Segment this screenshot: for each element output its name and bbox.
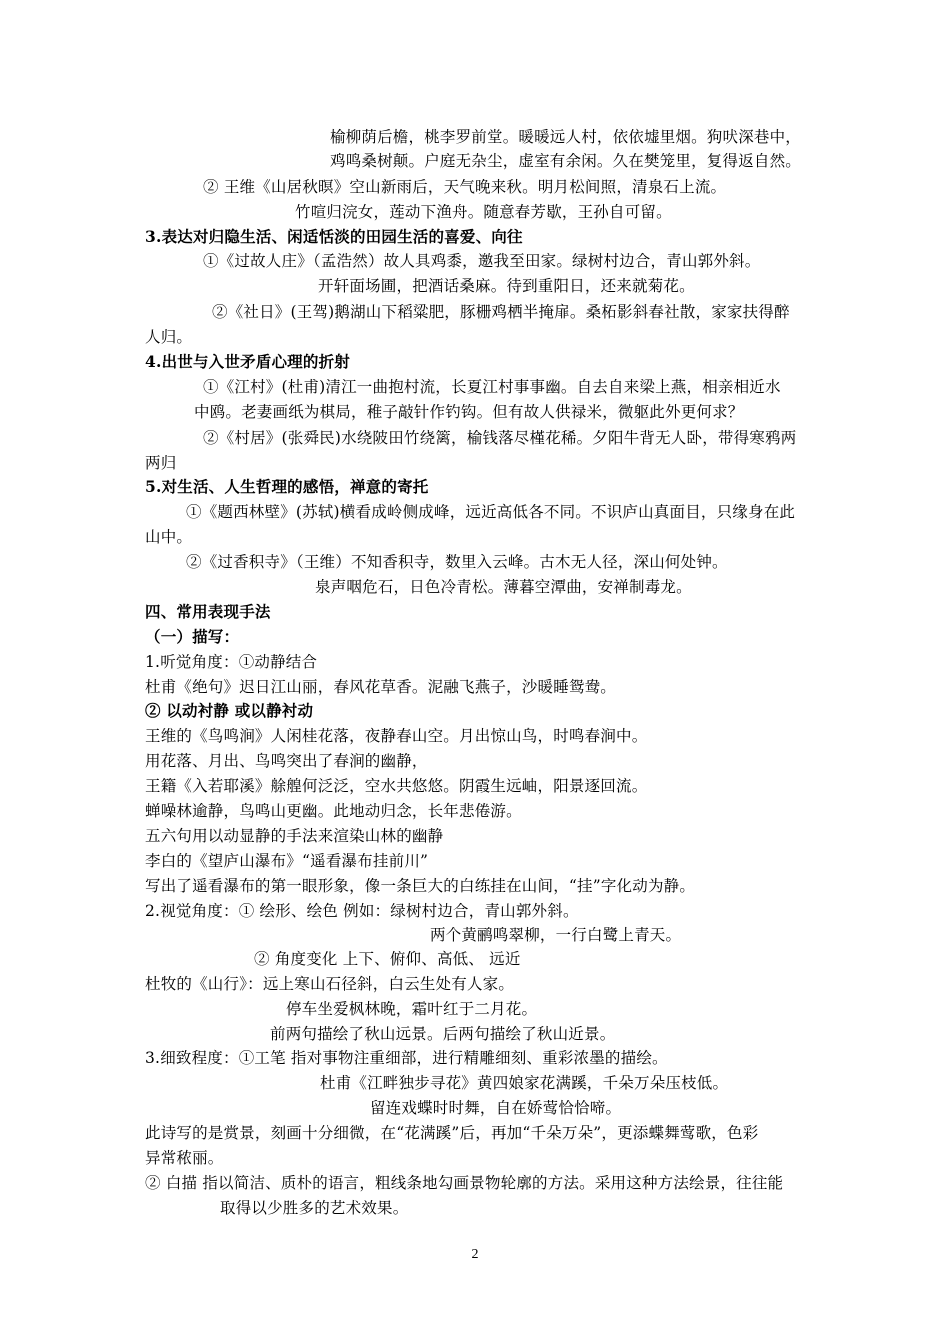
text-line: 异常秾丽。 [145,1149,224,1167]
text-line: 杜牧的《山行》：远上寒山石径斜，白云生处有人家。 [145,975,515,993]
text-line: 王维的《鸟鸣涧》人闲桂花落，夜静春山空。月出惊山鸟，时鸣春涧中。 [145,727,648,745]
section-heading: 4.出世与入世矛盾心理的折射 [145,352,350,371]
section-heading: 5.对生活、人生哲理的感悟，禅意的寄托 [145,477,429,496]
text-line: 中鸥。老妻画纸为棋局，稚子敲针作钓钩。但有故人供禄米，微躯此外更何求？ [194,403,744,421]
text-line: 山中。 [145,528,193,546]
text-line: 蝉噪林逾静，鸟鸣山更幽。此地动归念，长年悲倦游。 [145,802,522,820]
page-number: 2 [471,1247,479,1262]
text-line: 人归。 [145,328,193,346]
text-line: 取得以少胜多的艺术效果。 [220,1199,409,1217]
text-line: 用花落、月出、鸟鸣突出了春涧的幽静， [145,752,428,770]
text-line: ② 白描 指以简洁、质朴的语言，粗线条地勾画景物轮廓的方法。采用这种方法绘景，往往能 [145,1174,784,1192]
text-line: ② 以动衬静 或以静衬动 [145,701,314,720]
text-line: ②《社日》(王驾)鹅湖山下稻粱肥，豚栅鸡栖半掩扉。桑柘影斜春社散，家家扶得醉 [212,303,790,321]
text-line: 留连戏蝶时时舞，自在娇莺恰恰啼。 [370,1099,622,1117]
text-line: ①《题西林壁》(苏轼)横看成岭侧成峰，远近高低各不同。不识庐山真面目，只缘身在此 [186,503,796,521]
text-line: ② 王维《山居秋暝》空山新雨后，天气晚来秋。明月松间照，清泉石上流。 [203,178,727,196]
text-line: 前两句描绘了秋山远景。后两句描绘了秋山近景。 [270,1025,616,1043]
text-line: ①《过故人庄》（孟浩然）故人具鸡黍，邀我至田家。绿树村边合，青山郭外斜。 [203,252,761,270]
text-line: ②《过香积寺》（王维）不知香积寺，数里入云峰。古木无人径，深山何处钟。 [186,553,728,571]
text-line: 写出了遥看瀑布的第一眼形象，像一条巨大的白练挂在山间，“挂”字化动为静。 [145,877,696,895]
text-line: 王籍《入若耶溪》艅艎何泛泛，空水共悠悠。阴霞生远岫，阳景逐回流。 [145,777,648,795]
subsection-heading: （一）描写： [145,627,240,646]
text-line: 杜甫《绝句》迟日江山丽，春风花草香。泥融飞燕子，沙暖睡鸳鸯。 [145,678,617,696]
text-line: 两归 [145,454,177,472]
section-heading: 四、常用表现手法 [145,602,271,621]
text-line: ② 角度变化 上下、俯仰、高低、 远近 [254,950,521,968]
text-line: 3.细致程度：①工笔 指对事物注重细部，进行精雕细刻、重彩浓墨的描绘。 [145,1049,668,1067]
text-line: 泉声咽危石，日色冷青松。薄暮空潭曲，安禅制毒龙。 [315,578,692,596]
text-line: 1.听觉角度：①动静结合 [145,653,318,671]
text-line: 停车坐爱枫林晚，霜叶红于二月花。 [286,1000,538,1018]
text-line: ②《村居》(张舜民)水绕陂田竹绕篱，榆钱落尽槿花稀。夕阳牛背无人卧，带得寒鸦两 [203,429,797,447]
text-line: 开轩面场圃，把酒话桑麻。待到重阳日，还来就菊花。 [318,277,695,295]
text-line: 榆柳荫后檐，桃李罗前堂。暖暖远人村，依依墟里烟。狗吠深巷中， [330,128,802,146]
text-line: 五六句用以动显静的手法来渲染山林的幽静 [145,827,444,845]
text-line: 鸡鸣桑树颠。户庭无杂尘，虚室有余闲。久在樊笼里，复得返自然。 [330,152,802,170]
text-line: 竹喧归浣女，莲动下渔舟。随意春芳歇，王孙自可留。 [295,203,672,221]
text-line: 杜甫《江畔独步寻花》黄四娘家花满蹊，千朵万朵压枝低。 [320,1074,729,1092]
text-line: 两个黄鹂鸣翠柳，一行白鹭上青天。 [430,926,682,944]
section-heading: 3.表达对归隐生活、闲适恬淡的田园生活的喜爱、向往 [145,227,523,246]
text-line: ①《江村》(杜甫)清江一曲抱村流，长夏江村事事幽。自去自来梁上燕，相亲相近水 [203,378,781,396]
text-line: 李白的《望庐山瀑布》“遥看瀑布挂前川” [145,852,429,870]
text-line: 2.视觉角度：① 绘形、绘色 例如：绿树村边合，青山郭外斜。 [145,902,579,920]
text-line: 此诗写的是赏景，刻画十分细微，在“花满蹊”后，再加“千朵万朵”，更添蝶舞莺歌，色彩 [145,1124,759,1142]
